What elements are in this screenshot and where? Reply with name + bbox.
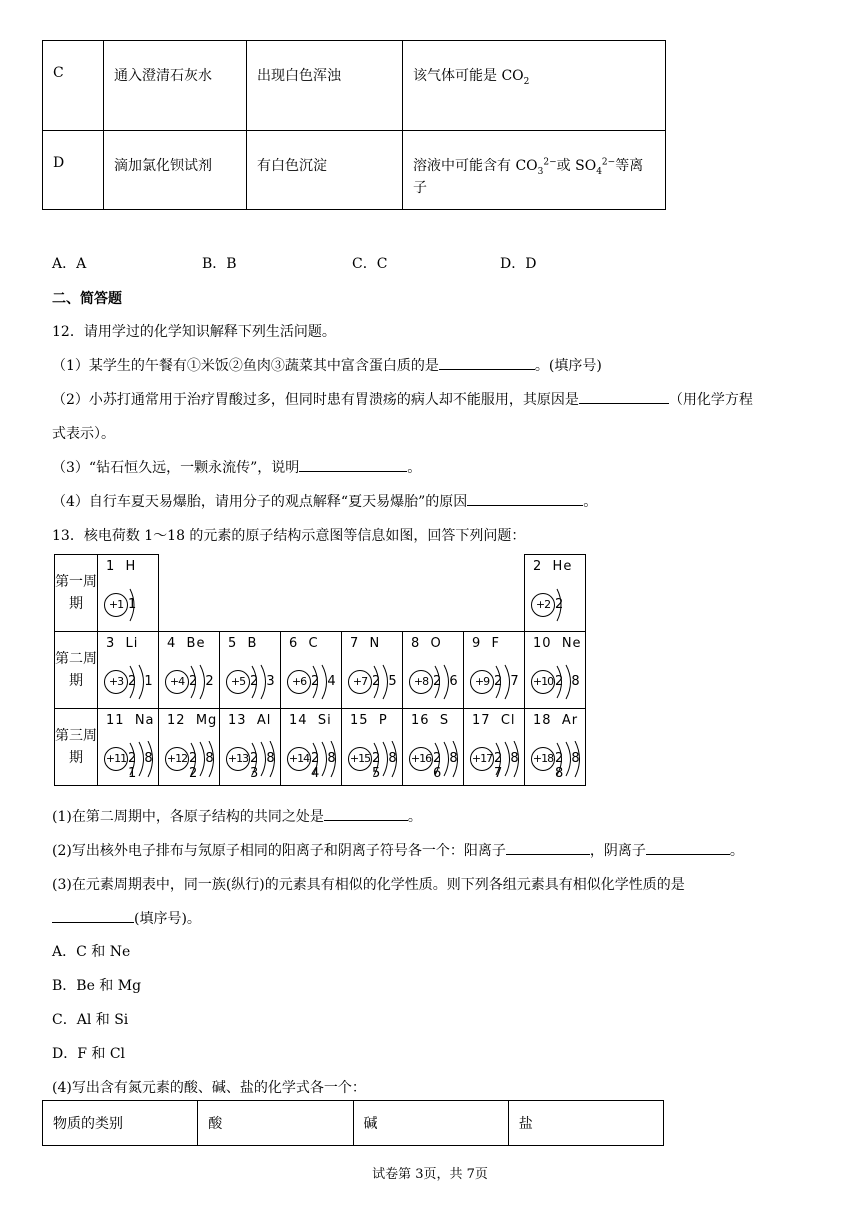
element-cell xyxy=(220,632,281,709)
nucleus: +16 xyxy=(409,747,433,771)
electron-shells: 2 4 xyxy=(311,674,338,689)
electron-shells: 2 1 xyxy=(128,674,155,689)
element-symbol: 8 O xyxy=(411,636,442,651)
atom-diagram xyxy=(165,741,225,779)
q13-sub3-cont: (填序号)。 xyxy=(52,908,201,928)
electron-shells: 2 8 4 xyxy=(311,751,338,781)
q13-sub2: (2)写出核外电子排布与氖原子相同的阳离子和阴离子符号各一个：阳离子 ，阴离子 。 xyxy=(52,843,744,859)
table-row xyxy=(43,41,666,131)
nucleus: +5 xyxy=(226,670,250,694)
atom-diagram xyxy=(165,664,225,702)
atom-diagram xyxy=(104,664,164,702)
nucleus: +13 xyxy=(226,747,250,771)
answer-blank[interactable] xyxy=(52,910,134,923)
nucleus: +10 xyxy=(531,670,555,694)
table-row xyxy=(43,1101,664,1146)
section-title: 二、简答题 xyxy=(52,291,122,307)
phenomenon-cell: 出现白色浑浊 xyxy=(247,41,403,131)
element-symbol: 6 C xyxy=(289,636,319,651)
element-symbol: 12 Mg xyxy=(167,713,218,728)
element-symbol: 16 S xyxy=(411,713,450,728)
element-cell xyxy=(342,709,403,786)
element-symbol: 4 Be xyxy=(167,636,206,651)
header-cell: 碱 xyxy=(353,1101,508,1146)
header-cell: 盐 xyxy=(508,1101,663,1146)
q12-part4: （4）自行车夏天易爆胎，请用分子的观点解释“夏天易爆胎”的原因 。 xyxy=(52,494,598,510)
electron-shells: 2 8 8 xyxy=(555,751,582,781)
periodic-table xyxy=(54,554,586,786)
atom-diagram xyxy=(409,741,469,779)
element-cell: 2 He +2 2 xyxy=(525,555,586,632)
q12-part3: （3）“钻石恒久远，一颗永流传”，说明 。 xyxy=(52,460,422,476)
element-cell xyxy=(403,709,464,786)
phenomenon-cell: 有白色沉淀 xyxy=(247,131,403,210)
period-label: 第一周期 xyxy=(55,555,98,632)
answer-blank[interactable] xyxy=(579,391,669,404)
atom-diagram xyxy=(348,664,408,702)
page-footer: 试卷第 3页，共 7页 xyxy=(372,1167,488,1182)
answer-blank[interactable] xyxy=(439,357,535,370)
nucleus: +12 xyxy=(165,747,189,771)
electron-shells: 2 8 6 xyxy=(433,751,460,781)
q12-part2-cont: 式表示）。 xyxy=(52,426,115,442)
nucleus: +14 xyxy=(287,747,311,771)
electron-shells: 2 8 xyxy=(555,674,582,689)
element-cell xyxy=(403,632,464,709)
atom-diagram xyxy=(287,664,347,702)
q13-option-c: C．Al 和 Si xyxy=(52,1012,129,1028)
electron-shells: 2 7 xyxy=(494,674,521,689)
table-row xyxy=(43,131,666,210)
q12-stem: 12．请用学过的化学知识解释下列生活问题。 xyxy=(52,324,336,340)
nucleus: +9 xyxy=(470,670,494,694)
element-cell xyxy=(220,709,281,786)
element-cell xyxy=(281,632,342,709)
nucleus: +4 xyxy=(165,670,189,694)
element-symbol: 15 P xyxy=(350,713,388,728)
answer-blank[interactable] xyxy=(324,808,408,821)
element-symbol: 5 B xyxy=(228,636,258,651)
q13-sub3: (3)在元素周期表中，同一族(纵行)的元素具有相似的化学性质。则下列各组元素具有相似化学性质的是 xyxy=(52,877,685,893)
option-c: C．C xyxy=(352,256,388,272)
electron-shells: 2 2 xyxy=(189,674,216,689)
nucleus: +11 xyxy=(104,747,128,771)
atom-diagram xyxy=(470,664,530,702)
row-label: D xyxy=(43,131,104,210)
nucleus: +18 xyxy=(531,747,555,771)
element-cell xyxy=(464,709,525,786)
element-cell xyxy=(525,632,586,709)
conclusion-cell: 该气体可能是 $CO_2$ xyxy=(403,41,666,131)
element-symbol: 13 Al xyxy=(228,713,272,728)
header-cell: 物质的类别 xyxy=(43,1101,198,1146)
conclusion-cell: 溶液中可能含有 $CO_3^{2-}$或 $SO_4^{2-}$等离子 xyxy=(403,131,666,210)
period-label: 第二周期 xyxy=(55,632,98,709)
option-d: D．D xyxy=(500,256,537,272)
option-b: B．B xyxy=(202,256,237,272)
element-cell xyxy=(159,709,220,786)
q13-sub1: (1)在第二周期中，各原子结构的共同之处是 。 xyxy=(52,809,422,825)
q13-stem: 13．核电荷数 1～18 的元素的原子结构示意图等信息如图，回答下列问题： xyxy=(52,528,526,544)
element-cell xyxy=(98,709,159,786)
q13-option-a: A．C 和 Ne xyxy=(52,944,131,960)
atom-diagram xyxy=(531,664,591,702)
operation-cell: 通入澄清石灰水 xyxy=(104,41,247,131)
q12-part1: （1）某学生的午餐有①米饭②鱼肉③蔬菜其中富含蛋白质的是 。(填序号) xyxy=(52,358,602,374)
element-symbol: 3 Li xyxy=(106,636,139,651)
atom-diagram xyxy=(104,741,164,779)
answer-blank[interactable] xyxy=(506,842,590,855)
element-cell: 1 H +1 1 xyxy=(98,555,159,632)
electron-shells: 2 8 5 xyxy=(372,751,399,781)
element-cell xyxy=(525,709,586,786)
atom-diagram xyxy=(409,664,469,702)
element-cell xyxy=(342,632,403,709)
element-cell xyxy=(98,632,159,709)
nucleus: +3 xyxy=(104,670,128,694)
nucleus: +8 xyxy=(409,670,433,694)
q13-option-b: B．Be 和 Mg xyxy=(52,978,142,994)
element-cell xyxy=(159,632,220,709)
period-label: 第三周期 xyxy=(55,709,98,786)
nitrogen-compound-table xyxy=(42,1100,664,1146)
answer-blank[interactable] xyxy=(299,459,407,472)
q13-option-d: D．F 和 Cl xyxy=(52,1046,126,1062)
element-symbol: 7 N xyxy=(350,636,381,651)
atom-diagram: +2 2 xyxy=(531,587,591,625)
element-symbol: 14 Si xyxy=(289,713,332,728)
q13-sub4: (4)写出含有氮元素的酸、碱、盐的化学式各一个： xyxy=(52,1080,366,1096)
element-cell xyxy=(281,709,342,786)
operation-cell: 滴加氯化钡试剂 xyxy=(104,131,247,210)
atom-diagram xyxy=(470,741,530,779)
element-cell xyxy=(464,632,525,709)
atom-diagram xyxy=(531,741,591,779)
atom-diagram xyxy=(348,741,408,779)
element-symbol: 10 Ne xyxy=(533,636,582,651)
element-symbol: 17 Cl xyxy=(472,713,516,728)
element-symbol: 18 Ar xyxy=(533,713,579,728)
q11-table xyxy=(42,40,666,210)
electron-shells: 2 5 xyxy=(372,674,399,689)
electron-shells: 2 8 3 xyxy=(250,751,277,781)
option-a: A．A xyxy=(52,256,87,272)
q12-part2: （2）小苏打通常用于治疗胃酸过多，但同时患有胃溃疡的病人却不能服用，其原因是 （用化学方程 xyxy=(52,392,753,408)
atom-diagram xyxy=(287,741,347,779)
atom-diagram xyxy=(226,741,286,779)
atom-diagram xyxy=(226,664,286,702)
electron-shells: 2 8 1 xyxy=(128,751,155,781)
nucleus: +15 xyxy=(348,747,372,771)
atom-diagram: +1 1 xyxy=(104,587,164,625)
element-symbol: 11 Na xyxy=(106,713,155,728)
electron-shells: 2 8 7 xyxy=(494,751,521,781)
header-cell: 酸 xyxy=(198,1101,353,1146)
nucleus: +6 xyxy=(287,670,311,694)
element-symbol: 9 F xyxy=(472,636,501,651)
nucleus: +17 xyxy=(470,747,494,771)
row-label: C xyxy=(43,41,104,131)
electron-shells: 2 6 xyxy=(433,674,460,689)
answer-blank[interactable] xyxy=(467,493,583,506)
nucleus: +7 xyxy=(348,670,372,694)
electron-shells: 2 3 xyxy=(250,674,277,689)
answer-blank[interactable] xyxy=(646,842,730,855)
electron-shells: 2 8 2 xyxy=(189,751,216,781)
